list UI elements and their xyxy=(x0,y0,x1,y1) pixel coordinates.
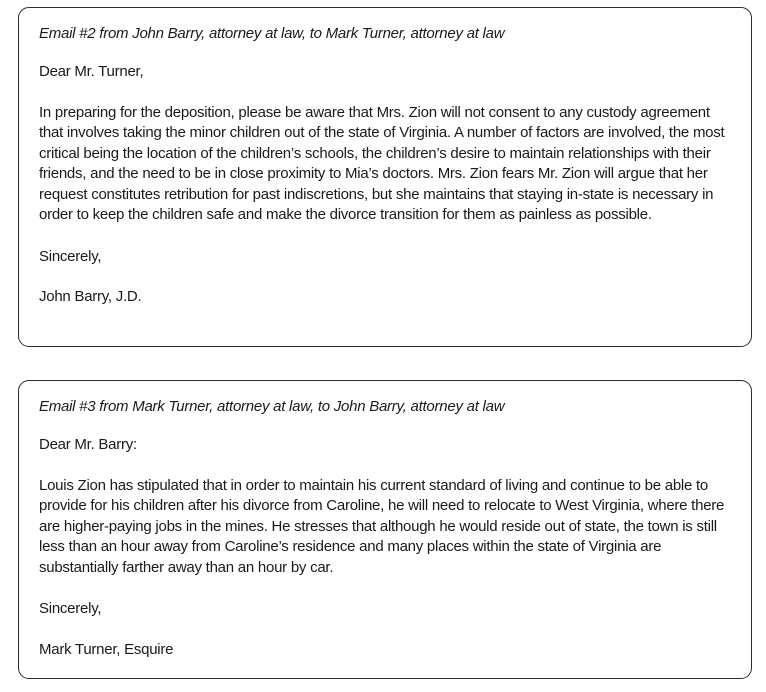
email-card-3 xyxy=(18,380,752,679)
email-salutation: Dear Mr. Barry: xyxy=(39,436,137,453)
email-body: In preparing for the deposition, please be aware that Mrs. Zion will not consent to any custody agreement that involves taking the minor children out of the state of Virginia. A number of factors are involved, the most critical being the location of the children’s schools, the children’s desire to maintain relationships with their friends, and the need to be in close proximity to Mia’s doctors. Mrs. Zion fears Mr. Zion will argue that her request constitutes retribution for past indiscretions, but she maintains that staying in-state is necessary in order to keep the children safe and make the divorce transition for them as painless as possible. xyxy=(39,103,725,223)
email-card-2 xyxy=(18,7,752,347)
email-salutation: Dear Mr. Turner, xyxy=(39,63,144,80)
email-signature: John Barry, J.D. xyxy=(39,288,142,305)
email-closing: Sincerely, xyxy=(39,247,102,265)
email-heading: Email #2 from John Barry, attorney at law, to Mark Turner, attorney at law xyxy=(39,25,505,42)
email-body: Louis Zion has stipulated that in order to maintain his current standard of living and continue to be able to provide for his children after his divorce from Caroline, he will need to relocate to West Virginia, where there are higher-paying jobs in the mines. He stresses that although he would reside out of state, the town is still less than an hour away from Caroline’s residence and many places within the state of Virginia are substantially farther away than an hour by car. xyxy=(39,476,725,576)
email-signature: Mark Turner, Esquire xyxy=(39,640,174,658)
email-heading: Email #3 from Mark Turner, attorney at law, to John Barry, attorney at law xyxy=(39,398,505,415)
email-closing: Sincerely, xyxy=(39,600,102,617)
